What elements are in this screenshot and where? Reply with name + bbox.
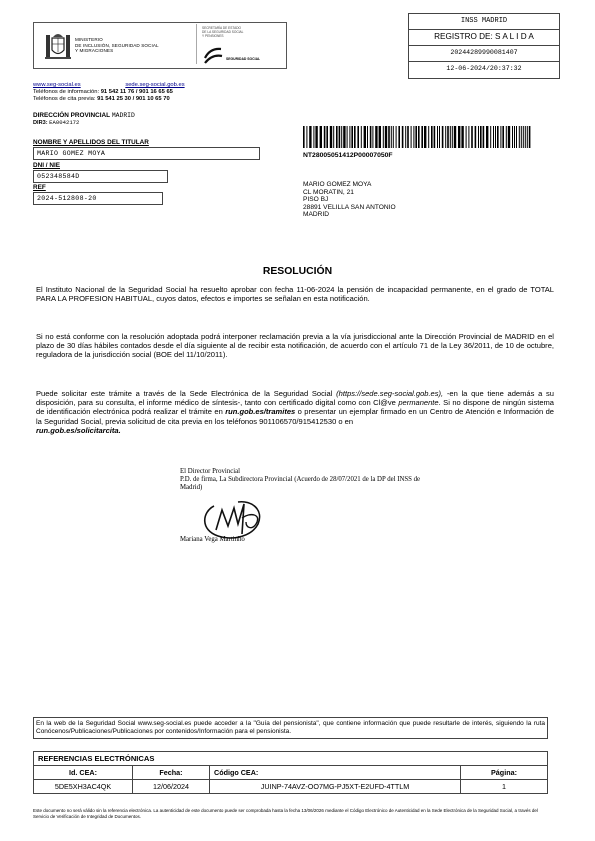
direccion-provincial — [33, 113, 135, 126]
barcode — [303, 126, 531, 148]
registro-datetime: 12-06-2024/20:37:32 — [446, 65, 522, 72]
resolution-paragraph-3 — [36, 389, 554, 435]
barcode-bar — [418, 126, 420, 148]
barcode-bar — [447, 126, 449, 148]
barcode-bar — [471, 126, 473, 148]
address-line: PISO BJ — [303, 196, 329, 204]
barcode-bar — [439, 126, 440, 148]
barcode-bar — [343, 126, 345, 148]
barcode-bar — [521, 126, 522, 148]
barcode-bar — [497, 126, 499, 148]
recipient-address — [303, 181, 396, 219]
pensioner-guide-note: En la web de la Seguridad Social www.seg-social.es puede acceder a la "Guía del pensionista", que contiene información que puede resultarle de interés, siguiendo la ruta Conócenos/Publicaciones/Publicaciones por contenidos/Información para el pensionista. — [33, 717, 548, 739]
registro-box — [408, 13, 560, 79]
barcode-bar — [514, 126, 515, 148]
barcode-bar — [512, 126, 513, 148]
barcode-bar — [354, 126, 356, 148]
ministry-line-3: Y MIGRACIONES — [75, 48, 114, 54]
seguridad-social-label: SEGURIDAD SOCIAL — [226, 57, 261, 61]
address-line: MADRID — [303, 211, 330, 219]
barcode-bar — [324, 126, 326, 148]
barcode-bar — [529, 126, 531, 148]
barcode-bar — [434, 126, 436, 148]
barcode-bar — [306, 126, 307, 148]
barcode-bar — [527, 126, 528, 148]
address-line: CL MORATIN, 21 — [303, 188, 354, 196]
barcode-bar — [431, 126, 433, 148]
dni-field: 052348584D — [33, 170, 168, 183]
barcode-bar — [375, 126, 377, 148]
resolution-title: RESOLUCIÓN — [262, 266, 333, 277]
registro-number: 20244289990081407 — [409, 45, 559, 62]
header-fecha: Fecha: — [133, 766, 210, 780]
barcode-text: NT28005051412P00007050F — [303, 152, 393, 159]
barcode-bar — [466, 126, 467, 148]
referencias-table — [33, 751, 548, 794]
barcode-bar — [502, 126, 504, 148]
barcode-bar — [415, 126, 417, 148]
barcode-bar — [493, 126, 494, 148]
p3-text-b: -en la que tiene además a su disposición, para su consulta, el informe médico de síntesis-, tanto con certificado digital como con Cl@ve — [36, 389, 555, 408]
header-pagina: Página: — [461, 766, 548, 780]
barcode-bar — [523, 126, 524, 148]
barcode-bar — [364, 126, 366, 148]
barcode-bar — [372, 126, 373, 148]
info-phone-value: 91 542 11 76 / 901 16 65 65 — [100, 89, 173, 95]
dir3-value: EA0042172 — [49, 118, 80, 126]
barcode-bar — [445, 126, 446, 148]
barcode-bar — [411, 126, 412, 148]
barcode-bar — [500, 126, 501, 148]
barcode-bar — [393, 126, 394, 148]
barcode-bar — [478, 126, 479, 148]
barcode-bar — [313, 126, 314, 148]
barcode-bar — [480, 126, 482, 148]
ministry-line-1: MINISTERIO — [75, 37, 103, 42]
ministry-name — [75, 37, 159, 54]
appointment-phone-label: Teléfonos de cita previa: — [33, 96, 96, 103]
sede-url-text: (https://sede.seg-social.gob.es), — [336, 389, 444, 398]
barcode-bar — [396, 126, 397, 148]
appointment-phone-value: 91 541 25 30 / 901 10 65 70 — [97, 96, 170, 103]
barcode-bar — [333, 126, 334, 148]
barcode-bar — [516, 126, 517, 148]
direccion-value: MADRID — [111, 112, 135, 119]
dni-label: DNI / NIE — [33, 162, 60, 169]
barcode-bar — [508, 126, 510, 148]
barcode-bar — [303, 126, 305, 148]
codigo-cea-value: JUINP-74AVZ-OO7MG-PJ5XT-E2UFD-4TTLM — [210, 780, 461, 794]
tramites-link[interactable]: run.gob.es/tramites — [225, 407, 296, 417]
solicitar-cita-link[interactable]: run.gob.es/solicitarcita. — [36, 425, 121, 435]
barcode-bar — [475, 126, 477, 148]
sede-link[interactable]: sede.seg-social.gob.es — [125, 82, 185, 88]
barcode-bar — [336, 126, 338, 148]
barcode-bar — [370, 126, 372, 148]
barcode-bar — [315, 126, 317, 148]
phone-info — [33, 89, 173, 103]
p3-text-d: o presentar un ejemplar firmado en un Centro de Atención e Información de la Seguridad Social, previa solicitud de cita previa en los teléfonos 901106570/915412530 o en — [36, 407, 554, 426]
barcode-bar — [398, 126, 400, 148]
referencias-title: REFERENCIAS ELECTRÓNICAS — [34, 752, 548, 766]
barcode-bar — [407, 126, 409, 148]
barcode-bar — [351, 126, 353, 148]
registro-type: REGISTRO DE: S A L I D A — [409, 29, 559, 46]
barcode-bar — [452, 126, 453, 148]
barcode-bar — [490, 126, 491, 148]
barcode-bar — [437, 126, 438, 148]
barcode-bar — [450, 126, 451, 148]
barcode-bar — [421, 126, 423, 148]
barcode-bar — [330, 126, 332, 148]
secretaria-line-3: Y PENSIONES — [202, 33, 224, 38]
barcode-bar — [468, 126, 469, 148]
barcode-bar — [385, 126, 387, 148]
barcode-bar — [391, 126, 392, 148]
barcode-bar — [341, 126, 342, 148]
web-links — [33, 82, 185, 88]
barcode-bar — [339, 126, 341, 148]
barcode-bar — [383, 126, 384, 148]
titular-name-field: MARIO GOMEZ MOYA — [33, 147, 260, 160]
barcode-bar — [405, 126, 406, 148]
barcode-bar — [495, 126, 496, 148]
barcode-bar — [458, 126, 460, 148]
ref-field: 2024-512808-20 — [33, 192, 163, 205]
clave-permanente-text: permanente — [398, 398, 439, 408]
id-cea-value: 5DE5XH3AC4QK — [34, 780, 133, 794]
barcode-bar — [454, 126, 456, 148]
info-phone-label: Teléfonos de información: — [33, 89, 100, 95]
fecha-value: 12/06/2024 — [133, 780, 210, 794]
p3-text-a: Puede solicitar este trámite a través de la Sede Electrónica de la Seguridad Social — [36, 389, 337, 398]
seg-social-link[interactable]: www.seg-social.es — [33, 82, 81, 88]
header-id-cea: Id. CEA: — [34, 766, 133, 780]
barcode-bar — [442, 126, 444, 148]
barcode-bar — [506, 126, 507, 148]
barcode-bar — [428, 126, 429, 148]
address-line: MARIO GOMEZ MOYA — [303, 181, 372, 188]
barcode-bar — [309, 126, 311, 148]
barcode-bar — [379, 126, 381, 148]
barcode-bar — [486, 126, 488, 148]
dir3-label: DIR3: — [33, 119, 48, 126]
barcode-bar — [326, 126, 328, 148]
ref-label: REF — [33, 184, 46, 191]
barcode-bar — [525, 126, 526, 148]
barcode-bar — [361, 126, 362, 148]
logo-divider — [196, 24, 197, 64]
barcode-bar — [347, 126, 348, 148]
coat-of-arms-icon — [44, 30, 72, 61]
barcode-bar — [357, 126, 359, 148]
registro-office: INSS MADRID — [409, 14, 559, 30]
address-line: 28891 VELILLA SAN ANTONIO — [303, 203, 396, 211]
p3-text-c: . Si no dispone de ningún sistema de identificación electrónica podrá realizar el trámite en — [36, 398, 555, 417]
barcode-bar — [402, 126, 404, 148]
barcode-bar — [461, 126, 463, 148]
titular-name-label: NOMBRE Y APELLIDOS DEL TITULAR — [33, 139, 149, 146]
barcode-bar — [388, 126, 390, 148]
barcode-bar — [367, 126, 368, 148]
secretaria-line-1: SECRETARÍA DE ESTADO — [202, 26, 242, 30]
pagina-value: 1 — [461, 780, 548, 794]
seguridad-social-logo-icon — [202, 46, 224, 66]
signature-delegation-end: Madrid) — [180, 484, 203, 492]
header-codigo-cea: Código CEA: — [210, 766, 461, 780]
secretaria-line-2: DE LA SEGURIDAD SOCIAL — [202, 29, 244, 34]
secretaria-name — [202, 27, 243, 38]
barcode-bar — [320, 126, 322, 148]
barcode-bar — [483, 126, 485, 148]
signature-block — [180, 468, 420, 493]
footer-validity-note: Este documento no será válido sin la referencia electrónica. La autenticidad de este documento puede ser comprobada hasta la fecha 13/06/2026 mediante el Código Electrónico de Autenticidad en la Sede Electrónica de la Seguridad Social, a través del Servicio de Verificación de Integridad de Documentos. — [33, 808, 538, 819]
signature-title: El Director Provincial — [180, 468, 241, 475]
resolution-paragraph-1: El Instituto Nacional de la Seguridad Social ha resuelto aprobar con fecha 11-06-2024 la pensión de incapacidad permanente, en el grado de TOTAL PARA LA PROFESION HABITUAL, cuyos datos, efectos e importes se señalan en esta notificación. — [36, 285, 554, 304]
barcode-bar — [519, 126, 520, 148]
signature-delegation: P.D. de firma, La Subdirectora Provincial (Acuerdo de 28/07/2021 de la DP del INSS de — [180, 476, 421, 484]
ministry-line-2: DE INCLUSIÓN, SEGURIDAD SOCIAL — [75, 42, 159, 48]
resolution-paragraph-2: Si no está conforme con la resolución adoptada podrá interponer reclamación previa a la vía jurisdiccional ante la Dirección Provincial de MADRID en el plazo de 30 días hábiles contados desde el día siguiente al de recibir esta notificación, de acuerdo con el artículo 71 de la Ley 36/2011, de 10 de octubre, reguladora de la jurisdicción social (BOE del 11/10/2011). — [36, 332, 554, 360]
barcode-bar — [413, 126, 414, 148]
barcode-bar — [424, 126, 426, 148]
barcode-bar — [349, 126, 350, 148]
signer-name: Mariana Vega Martinho — [180, 536, 245, 543]
direccion-label: DIRECCIÓN PROVINCIAL — [33, 112, 111, 119]
